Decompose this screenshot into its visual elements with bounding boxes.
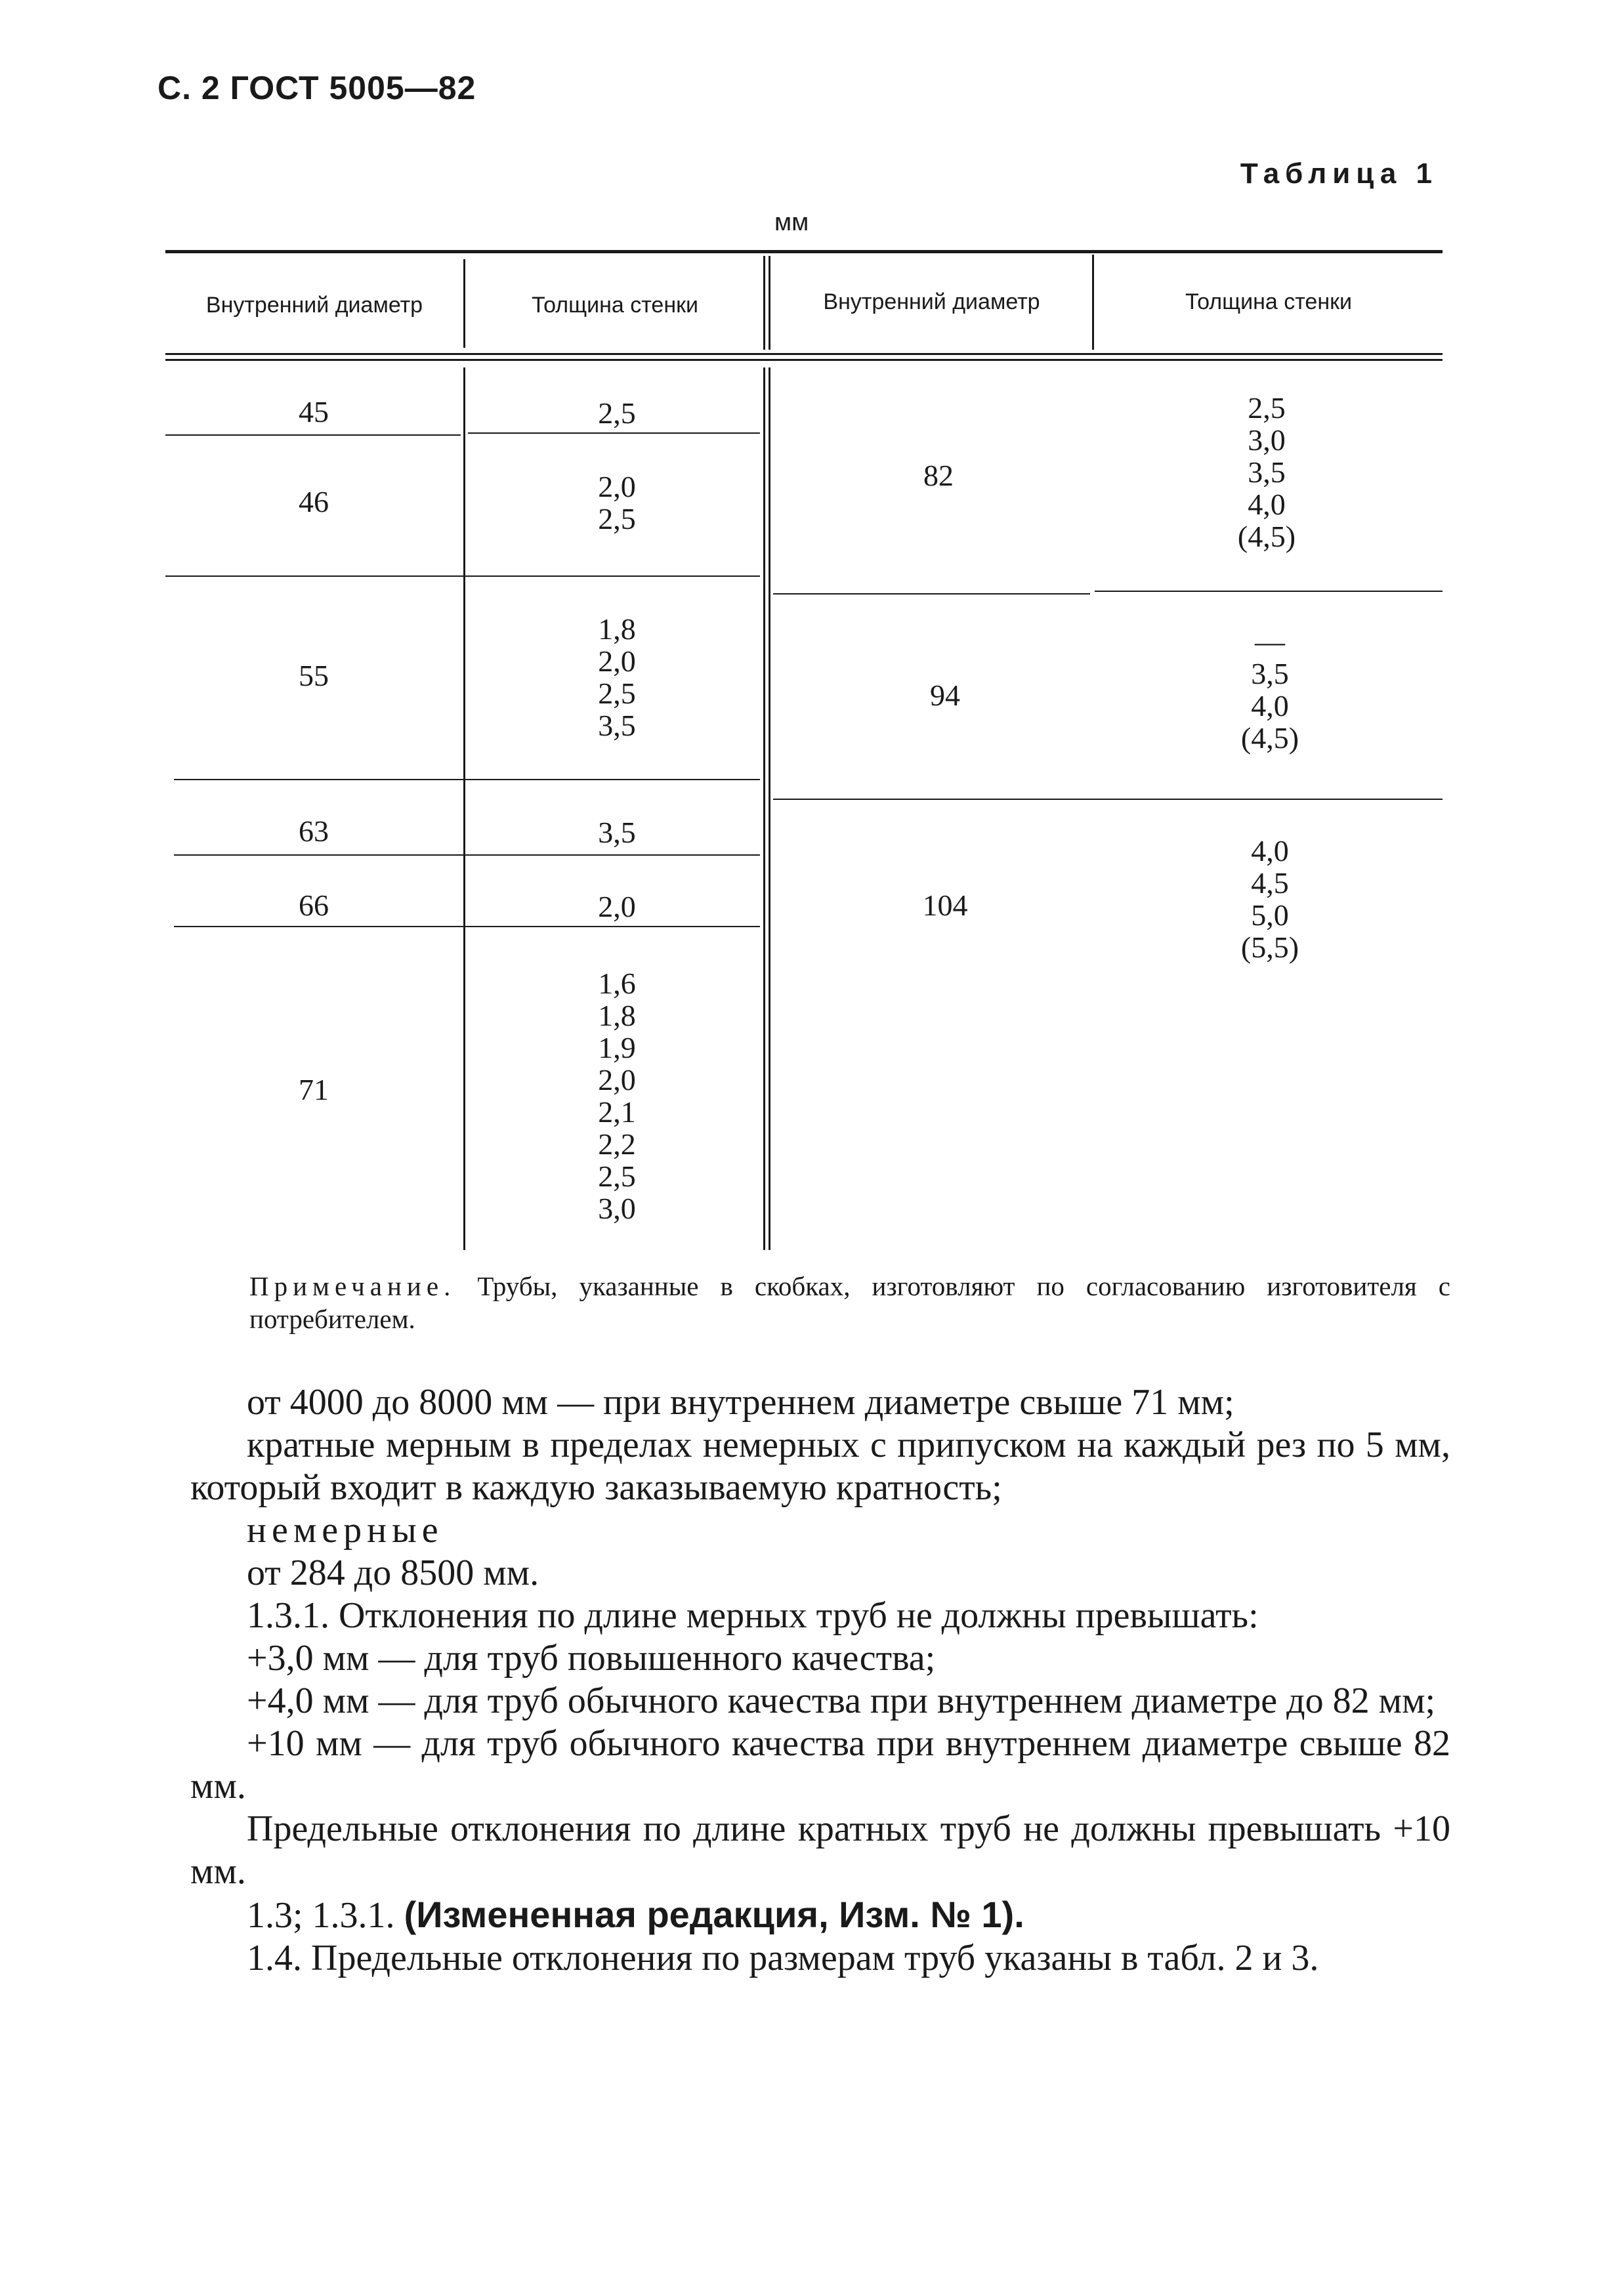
table-cell-thickness (551, 890, 683, 923)
paragraph: +4,0 мм — для труб обычного качества при внутреннем диаметре до 82 мм; (247, 1680, 1436, 1721)
header-divider-3 (1092, 255, 1094, 350)
thickness-value: 3,5 (1251, 657, 1289, 690)
left-row-sep-2 (165, 575, 760, 577)
paragraph: 1.3.1. Отклонения по длине мерных труб не должны превышать: (247, 1595, 1259, 1636)
table-cell-diameter: 104 (922, 888, 968, 922)
table-cell-thickness (551, 967, 683, 1224)
right-row-sep-2 (773, 799, 1443, 800)
right-row-sep-1b (1095, 591, 1443, 592)
thickness-value: 2,5 (598, 1159, 636, 1193)
thickness-value: 3,0 (598, 1192, 636, 1225)
left-row-sep-3 (174, 779, 760, 780)
left-row-sep-5 (174, 926, 760, 927)
amendment-ref: 1.3; 1.3.1. (247, 1895, 404, 1936)
table-cell-diameter: 71 (299, 1073, 329, 1106)
thickness-value: 3,0 (1248, 423, 1286, 457)
thickness-value: 3,5 (598, 816, 636, 849)
right-row-sep-1a (773, 593, 1090, 595)
thickness-value: 2,5 (1248, 391, 1286, 425)
body-divider-2b (769, 367, 770, 1250)
thickness-value: 1,9 (598, 1031, 636, 1064)
column-header-wall-thickness-right: Толщина стенки (1185, 289, 1352, 314)
table-note (249, 1270, 1450, 1335)
left-row-sep-1a (165, 434, 461, 436)
paragraph: от 284 до 8500 мм. (247, 1553, 539, 1593)
paragraph (190, 1893, 1450, 1937)
table-cell-thickness (551, 397, 683, 429)
thickness-value: 3,5 (1248, 455, 1286, 489)
left-row-sep-4 (174, 854, 760, 856)
thickness-value: 4,0 (1251, 834, 1289, 867)
table-top-rule (165, 250, 1443, 253)
thickness-value: 4,5 (1251, 866, 1289, 900)
header-divider-2a (763, 256, 765, 350)
table-cell-diameter: 55 (299, 659, 329, 692)
header-bottom-rule-1 (165, 353, 1443, 355)
thickness-value: 2,2 (598, 1127, 636, 1161)
note-text: Трубы, указанные в скобках, изготовляют по согласованию изготовителя с потребителем. (249, 1271, 1451, 1334)
header-bottom-rule-2 (165, 359, 1443, 361)
amendment-note: (Измененная редакция, Изм. № 1). (404, 1894, 1024, 1935)
left-row-sep-1b (468, 432, 760, 434)
paragraph: немерные (247, 1510, 444, 1551)
table-caption: Таблица 1 (1240, 157, 1438, 190)
paragraph: кратные мерным в пределах немерных с припуском на каждый рез по 5 мм, который входит в каждую заказываемую кратность; (190, 1425, 1450, 1508)
thickness-value: (4,5) (1237, 520, 1296, 553)
thickness-value: 2,5 (598, 677, 636, 710)
body-text (190, 1381, 1450, 1980)
paragraph: 1.4. Предельные отклонения по размерам труб указаны в табл. 2 и 3. (247, 1938, 1319, 1978)
column-header-inner-diameter-right: Внутренний диаметр (823, 289, 1040, 314)
table-cell-diameter: 63 (299, 814, 329, 848)
body-divider-1 (463, 367, 465, 1250)
paragraph: +3,0 мм — для труб повышенного качества; (247, 1638, 936, 1679)
thickness-value: 2,0 (598, 1063, 636, 1096)
table-cell-diameter: 82 (923, 459, 954, 492)
thickness-value: 4,0 (1248, 488, 1286, 521)
paragraph: +10 мм — для труб обычного качества при внутреннем диаметре свыше 82 мм. (190, 1723, 1450, 1806)
body-divider-2a (763, 367, 765, 1250)
thickness-value: 2,1 (598, 1095, 636, 1129)
thickness-value: — (1255, 625, 1285, 658)
header-divider-1 (463, 259, 465, 348)
thickness-value: 2,5 (598, 502, 636, 535)
thickness-value: 2,5 (598, 396, 636, 430)
table-cell-diameter: 66 (299, 888, 329, 922)
table-cell-thickness (1204, 835, 1336, 963)
table-cell-thickness (551, 816, 683, 848)
paragraph: Предельные отклонения по длине кратных труб не должны превышать +10 мм. (190, 1808, 1450, 1892)
page-header: С. 2 ГОСТ 5005—82 (158, 70, 476, 106)
header-divider-2b (769, 256, 770, 350)
thickness-value: (4,5) (1240, 721, 1299, 755)
thickness-value: 2,0 (598, 644, 636, 678)
thickness-value: 1,8 (598, 999, 636, 1032)
column-header-wall-thickness-left: Толщина стенки (532, 293, 698, 318)
table-cell-thickness (1204, 625, 1336, 754)
table-cell-thickness (1201, 392, 1332, 553)
thickness-value: 3,5 (598, 709, 636, 742)
note-label: Примечание. (249, 1271, 456, 1301)
column-header-inner-diameter-left: Внутренний диаметр (205, 293, 423, 318)
table-cell-thickness (551, 470, 683, 535)
table-cell-thickness (551, 613, 683, 741)
thickness-value: 1,6 (598, 967, 636, 1000)
table-cell-diameter: 45 (299, 395, 329, 428)
thickness-value: (5,5) (1240, 930, 1299, 964)
thickness-value: 1,8 (598, 612, 636, 646)
table-units: мм (774, 209, 809, 236)
table-cell-diameter: 94 (930, 678, 960, 712)
thickness-value: 2,0 (598, 890, 636, 923)
table-cell-diameter: 46 (299, 485, 329, 518)
paragraph: от 4000 до 8000 мм — при внутреннем диаметре свыше 71 мм; (247, 1382, 1234, 1423)
thickness-value: 4,0 (1251, 689, 1289, 722)
thickness-value: 5,0 (1251, 898, 1289, 932)
thickness-value: 2,0 (598, 470, 636, 503)
